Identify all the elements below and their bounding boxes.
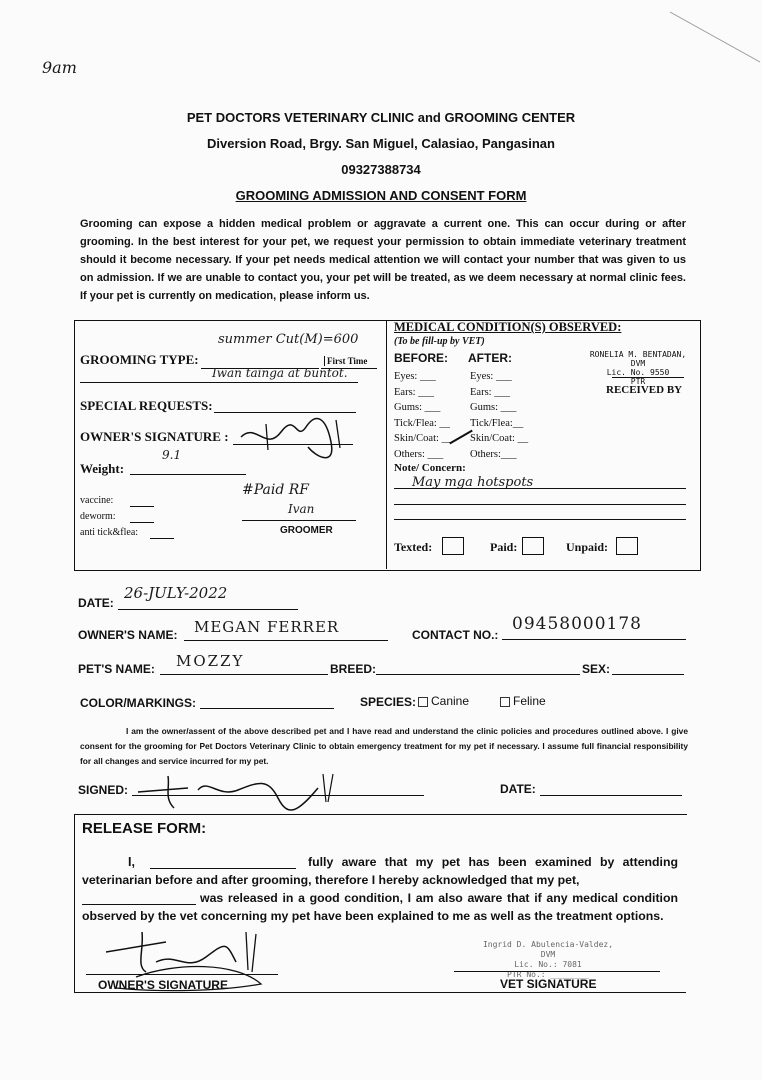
feline-option[interactable]: Feline bbox=[500, 694, 546, 708]
form-title: GROOMING ADMISSION AND CONSENT FORM bbox=[235, 188, 527, 203]
owner-name-label: OWNER'S NAME: bbox=[78, 628, 178, 642]
date-label: DATE: bbox=[78, 596, 114, 610]
vet-stamp: RONELIA M. BENTADAN, DVM Lic. No. 9550 PTR bbox=[589, 350, 687, 386]
date-value: 26-JULY-2022 bbox=[124, 584, 228, 602]
signed-label: SIGNED: bbox=[78, 783, 129, 797]
consent-paragraph: I am the owner/assent of the above described pet and I have read and understand the clinic policies and procedures outlined above. I give consent for the grooming for Pet Doctors Veterinary Clinic to obtain emergency treatment for my pet if necessary. I assume full financial responsibility for all changes and service incurred for my pet. bbox=[80, 726, 688, 766]
grooming-note: Iwan tainga at buntot. bbox=[212, 366, 348, 380]
scan-crease bbox=[640, 0, 762, 70]
time-annotation: 9am bbox=[42, 58, 77, 77]
clinic-address: Diversion Road, Brgy. San Miguel, Calasiao, Pangasinan bbox=[207, 136, 555, 151]
contact-value: 09458000178 bbox=[512, 614, 642, 634]
owner-signature-drawing bbox=[236, 412, 356, 462]
owner-name-value: MEGAN FERRER bbox=[194, 618, 340, 636]
note-label: Note/ Concern: bbox=[394, 462, 466, 474]
weight-label: Weight: bbox=[80, 461, 125, 476]
color-label: COLOR/MARKINGS: bbox=[80, 696, 196, 710]
received-by: RECEIVED BY bbox=[606, 384, 683, 396]
pet-name-label: PET'S NAME: bbox=[78, 662, 155, 676]
unpaid-label: Unpaid: bbox=[566, 540, 609, 554]
paid-label: Paid: bbox=[490, 540, 518, 554]
texted-checkbox[interactable] bbox=[442, 537, 464, 555]
contact-label: CONTACT NO.: bbox=[412, 628, 499, 642]
grooming-type-value: summer Cut(M)=600 bbox=[218, 332, 359, 347]
species-label: SPECIES: bbox=[360, 695, 417, 709]
sex-label: SEX: bbox=[582, 662, 611, 676]
date-label-2: DATE: bbox=[500, 782, 536, 796]
owner-signature-label: OWNER'S SIGNATURE : bbox=[80, 429, 229, 444]
note-value: May mga hotspots bbox=[412, 475, 534, 490]
first-time-label: First Time bbox=[324, 356, 367, 366]
before-label: BEFORE: bbox=[394, 351, 448, 365]
texted-label: Texted: bbox=[394, 540, 433, 554]
antitick-label: anti tick&flea: bbox=[80, 527, 139, 538]
release-vet-stamp: Ingrid D. Abulencia-Valdez, DVM Lic. No.: 7081 PTR No.: ________ bbox=[482, 940, 614, 979]
vaccine-label: vaccine: bbox=[80, 495, 114, 506]
deworm-label: deworm: bbox=[80, 511, 116, 522]
release-i-label: I, bbox=[128, 855, 135, 869]
before-list: Eyes: ___ Ears: ___ Gums: ___ Tick/Flea: __ Skin/Coat: __ Others: ___ bbox=[394, 371, 453, 460]
weight-value: 9.1 bbox=[162, 448, 182, 462]
paid-note: #Paid RF bbox=[242, 482, 310, 498]
groomer-name: Ivan bbox=[288, 502, 315, 516]
medical-subtitle: (To be fill-up by VET) bbox=[394, 336, 485, 347]
vet-signature-caption: VET SIGNATURE bbox=[500, 977, 597, 991]
pet-name-value: MOZZY bbox=[176, 652, 245, 670]
signed-signature-drawing bbox=[128, 768, 348, 818]
box-divider bbox=[386, 320, 387, 569]
medical-title: MEDICAL CONDITION(S) OBSERVED: bbox=[394, 320, 622, 334]
after-label: AFTER: bbox=[468, 351, 512, 365]
special-requests-label: SPECIAL REQUESTS: bbox=[80, 398, 213, 413]
clinic-phone: 09327388734 bbox=[341, 162, 421, 177]
intro-paragraph: Grooming can expose a hidden medical problem or aggravate a current one. This can occur during or after grooming. In the best interest for your pet, we request your permission to obtain immediate veterinary treatment should it become necessary. If your pet needs medical attention we will contact your number that was given to us on admission. If we are unable to contact you, your pet will be treated, as we deem necessary at normal clinic fees. If your pet is currently on medication, please inform us. bbox=[80, 218, 686, 302]
paid-checkbox[interactable] bbox=[522, 537, 544, 555]
unpaid-checkbox[interactable] bbox=[616, 537, 638, 555]
groomer-label: GROOMER bbox=[280, 525, 333, 536]
breed-label: BREED: bbox=[330, 662, 377, 676]
grooming-type-label: GROOMING TYPE: bbox=[80, 352, 199, 367]
owner-signature-caption: OWNER'S SIGNATURE bbox=[98, 978, 228, 992]
release-text-1: fully aware that my pet has been examined by attending veterinarian before and after grooming, therefore I hereby acknowledged that my pet, bbox=[82, 855, 678, 887]
canine-option[interactable]: Canine bbox=[418, 694, 469, 708]
release-text-2: was released in a good condition, I am also aware that if any medical condition observed by the vet concerning my pet have been explained to me as well as the treatment options. bbox=[82, 891, 678, 923]
release-title: RELEASE FORM: bbox=[82, 820, 207, 837]
clinic-name: PET DOCTORS VETERINARY CLINIC and GROOMING CENTER bbox=[186, 110, 576, 125]
after-list: Eyes: ___ Ears: ___ Gums: ___ Tick/Flea:__ Skin/Coat: __ Others:___ bbox=[470, 371, 529, 460]
